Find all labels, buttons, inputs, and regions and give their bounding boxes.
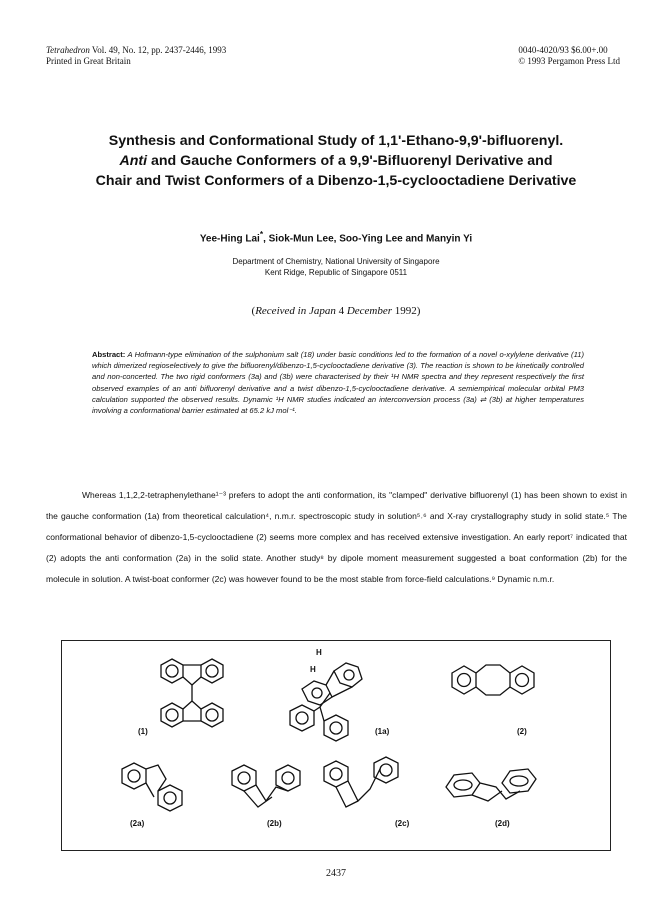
label-2d: (2d) [495, 819, 510, 828]
abstract-label: Abstract: [92, 350, 126, 359]
publisher-header [518, 45, 620, 67]
affiliation-line-2: Kent Ridge, Republic of Singapore 0511 [264, 268, 408, 277]
page-number: 2437 [326, 868, 346, 879]
label-1a: (1a) [375, 727, 390, 736]
label-2b: (2b) [267, 819, 282, 828]
affiliation [40, 256, 632, 278]
structure-2 [452, 665, 534, 695]
label-2a: (2a) [130, 819, 145, 828]
paper-title [40, 131, 632, 191]
abstract-text: A Hofmann-type elimination of the sulphonium salt (18) under basic conditions led to the formation of a novel o-xylylene derivative (11) which dimerized regioselectively to give the bifluorenyl/dibenzo-1,5-cyclooctadiene derivative (3). The reaction is shown to be kinetically controlled and non-concerted. The two rigid conformers (3a) and (3b) were characterised by their ¹H NMR spectra and they represent respectively the first observed examples of an anti bifluorenyl derivative and a twist dibenzo-1,5-cyclooctadiene derivative. A semiempirical molecular orbital PM3 calculation supported the observed results. Dynamic ¹H NMR studies indicated an interconversion process (3a) ⇌ (3b) at higher temperatures involving a conformational barrier estimated at 65.2 kJ mol⁻¹. [92, 350, 584, 416]
copyright: © 1993 Pergamon Press Ltd [518, 56, 620, 66]
structures-figure [61, 640, 611, 851]
structure-2a [122, 763, 182, 811]
corresponding-star: * [259, 229, 264, 239]
title-line-3: Chair and Twist Conformers of a Dibenzo-1,5-cyclooctadiene Derivative [95, 173, 577, 189]
atom-h-lower: H [310, 665, 316, 674]
issn-code: 0040-4020/93 $6.00+.00 [518, 45, 608, 55]
journal-header [46, 45, 226, 67]
abstract [92, 349, 584, 416]
printed-in: Printed in Great Britain [46, 56, 131, 66]
structure-2d [446, 769, 536, 801]
received-year: 1992) [392, 305, 421, 317]
author-first: Yee-Hing Lai [199, 233, 260, 245]
label-1: (1) [138, 727, 148, 736]
affiliation-line-1: Department of Chemistry, National University of Singapore [232, 257, 440, 266]
structure-1a [290, 663, 362, 741]
authors [40, 229, 632, 244]
journal-name: Tetrahedron [46, 45, 90, 55]
received-label: Received in Japan [255, 305, 336, 317]
received-day: 4 [335, 305, 347, 317]
structure-1 [161, 659, 223, 727]
title-anti: Anti [119, 153, 148, 169]
label-2c: (2c) [395, 819, 410, 828]
title-line-2-rest: and Gauche Conformers of a 9,9'-Bifluorenyl Derivative and [147, 153, 553, 169]
body-text-p1: Whereas 1,1,2,2-tetraphenylethane¹⁻³ prefers to adopt the anti conformation, its "clamped" derivative bifluorenyl (1) has been shown to exist in the gauche conformation (1a) from theoretical calculation⁴, n.m.r. spectroscopic study in solution⁵˒⁶ and X-ray crystallography study in solid state.⁵ The conformational behavior of dibenzo-1,5-cyclooctadiene (2) seems more complex and has received extensive investigation. An early report⁷ indicated that (2) adopts the anti conformation (2a) in the solid state. Another study⁸ by dipole moment measurement suggested a boat conformation (2b) for the molecule in solution. A twist-boat conformer (2c) was however found to be the most stable from force-field calculations.⁹ Dynamic n.m.r. [46, 490, 627, 584]
received-date [40, 305, 632, 317]
citation: Vol. 49, No. 12, pp. 2437-2446, 1993 [89, 45, 227, 55]
structures-drawing [62, 641, 612, 852]
body-paragraph [46, 485, 627, 590]
label-2: (2) [517, 727, 527, 736]
author-rest: , Siok-Mun Lee, Soo-Ying Lee and Manyin Yi [263, 233, 473, 245]
structure-2c [324, 757, 398, 807]
received-month: December [346, 305, 393, 317]
atom-h-upper: H [316, 648, 322, 657]
title-line-1: Synthesis and Conformational Study of 1,1'-Ethano-9,9'-bifluorenyl. [108, 133, 564, 149]
title-line-2 [40, 151, 632, 171]
received-open: ( [251, 305, 256, 317]
structure-2b [232, 765, 300, 807]
